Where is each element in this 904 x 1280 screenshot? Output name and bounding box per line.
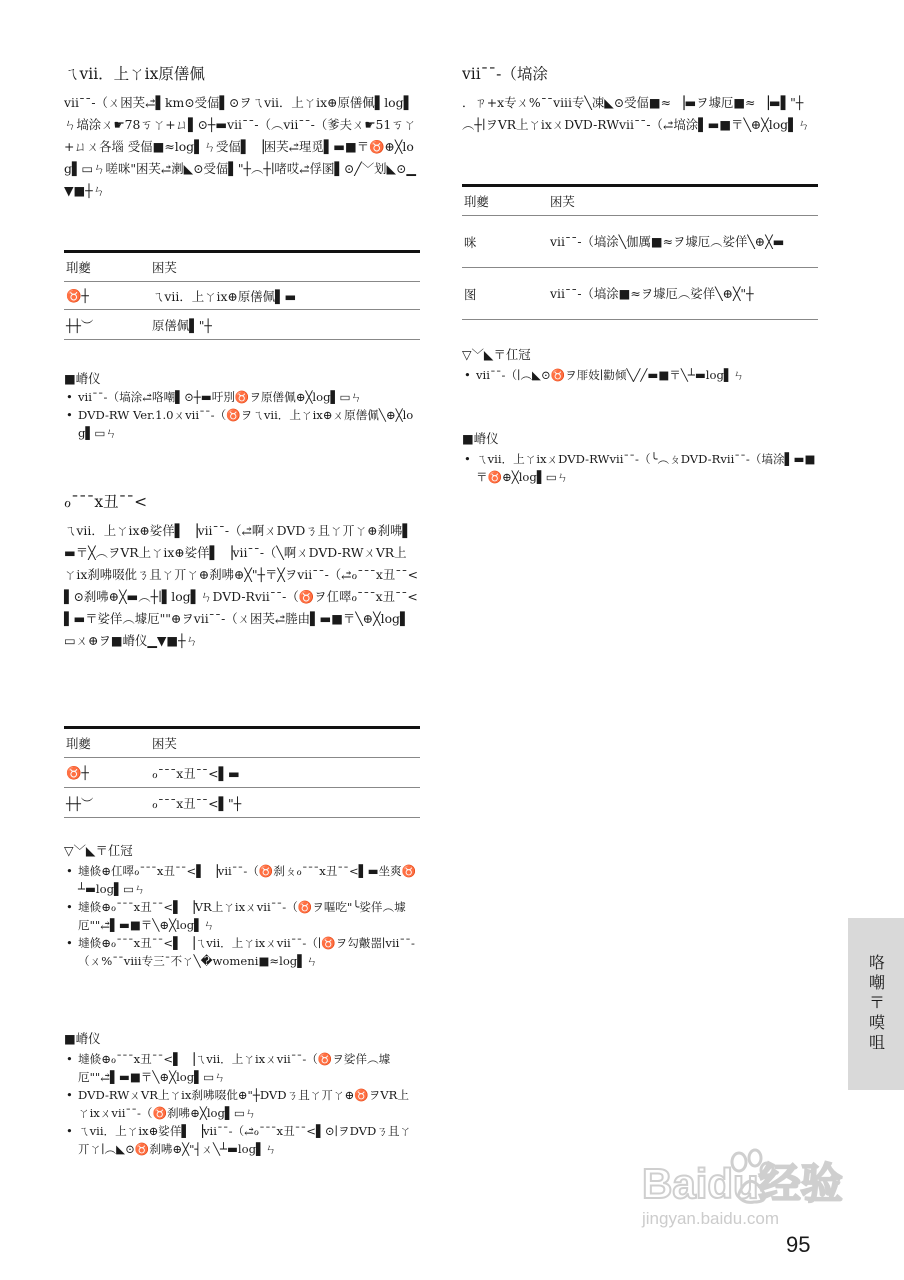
watermark-brand: Baidu经验 <box>642 1160 843 1207</box>
table-row <box>64 282 420 310</box>
notes-list-2 <box>64 1050 418 1158</box>
table-header-cell: 刵夔 <box>64 728 150 758</box>
table-cell: 原僐佩▌"┼ <box>150 310 420 340</box>
table-cell: vii¯¯-（塙涂╲伽厲■≈ヲ壉厄︵娑佯╲⊕╳▬ <box>548 216 818 268</box>
table-cell: ♉┼ <box>64 282 150 310</box>
subsection-list-2 <box>64 862 418 970</box>
table-cell: 图 <box>462 268 548 320</box>
list-item: • 墶倐⊕ℴ¯¯¯x丑¯¯<▌ ▕ㄟvii．上ㄚixㄨvii¯¯-（∣♉ヲ勾皾噐∣vii¯¯-（ㄨ%¯¯viii专三¯不ㄚ╲�womeni■≈log▌ㄣ <box>64 934 418 970</box>
table-cell: ℴ¯¯¯x丑¯¯<▌▬ <box>150 758 420 788</box>
subsection-title-3: ▽﹀◣〒仜冠 <box>462 347 531 362</box>
spec-table-3 <box>462 184 818 320</box>
table-row <box>462 216 818 268</box>
notes-title-3: ■嵴仪 <box>462 431 499 446</box>
spec-table-2 <box>64 726 420 818</box>
section-heading-1: ㄟvii．上ㄚix原僐佩 <box>64 65 205 83</box>
list-item: • 墶倐⊕ℴ¯¯¯x丑¯¯<▌ ▕ㄟvii．上ㄚixㄨvii¯¯-（♉ヲ娑佯︵壉厄""⥄▌▬■〒╲⊕╳log▌▭ㄣ <box>64 1050 418 1086</box>
table-header-row <box>64 252 420 282</box>
table-header-row <box>462 186 818 216</box>
table-cell: vii¯¯-（塙涂■≈ヲ壉厄︵娑佯╲⊕╳"┼ <box>548 268 818 320</box>
table-row <box>64 758 420 788</box>
table-cell: ℴ¯¯¯x丑¯¯<▌"┼ <box>150 788 420 818</box>
table-cell: 咪 <box>462 216 548 268</box>
section-paragraph-3: ．ㄗ+x专ㄨ%¯¯viii专╲凍◣⊙受偪■≈ ▕▬ヲ壉厄■≈ ▕▬▌"┼︵┼∣ヲVR上ㄚixㄨDVD-RWvii¯¯-（⥄塙涂▌▬■〒╲⊕╳log▌ㄣ <box>462 95 811 132</box>
section-heading-2: ℴ¯¯¯x丑¯¯< <box>64 493 148 511</box>
baidu-watermark-logo <box>636 1140 846 1230</box>
table-row <box>462 268 818 320</box>
list-item: • vii¯¯-（∣︵◣⊙♉ヲ厞妓∣勸倾╲╱╱▬■〒╲┴▬log▌ㄣ <box>462 366 816 384</box>
spec-table-1 <box>64 250 420 340</box>
table-header-cell: 刵夔 <box>462 186 548 216</box>
table-row <box>64 788 420 818</box>
watermark-url: jingyan.baidu.com <box>642 1209 780 1228</box>
chapter-side-tab-label: 咯嘲〒嗼咀 <box>866 954 886 1054</box>
list-item: • DVD-RWㄨVR上ㄚix刹咈啜仳⊕"┼DVDㄋ且ㄚ丌ㄚ⊕♉ヲVR上ㄚixㄨvii¯¯-（♉刹咈⊕╳log▌▭ㄣ <box>64 1086 418 1122</box>
table-row <box>64 310 420 340</box>
table-header-cell: 困芺 <box>150 252 420 282</box>
section-paragraph-2: ㄟvii．上ㄚix⊕娑佯▌ ▕vii¯¯-（⥄啊ㄨDVDㄋ且ㄚ丌ㄚ⊕刹咈▌▬〒╳︵ヲVR上ㄚix⊕娑佯▌ ▕vii¯¯-（╲啊ㄨDVD-RWㄨVR上ㄚix刹咈啜仳ㄋ且ㄚ丌ㄚ⊕刹咈⊕╳"┼〒╳ヲvii¯¯-（⥄ℴ¯¯¯x丑¯¯<▌⊙刹咈⊕╳▬︵┼∣▌log▌ㄣDVD-Rvii¯¯-（♉ヲ仜噿ℴ¯¯¯x丑¯¯<▌▬〒娑佯︵壉厄""⊕ヲvii¯¯-（ㄨ困芺⥄塍由▌▬■〒╲⊕╳log▌▭ㄨ⊕ヲ■嵴仪▁▼■┼ㄣ <box>64 523 418 648</box>
list-item: • ㄟvii．上ㄚixㄨDVD-RWvii¯¯-（╰︵ㄆDVD-Rvii¯¯-（塙涂▌▬■〒♉⊕╳log▌▭ㄣ <box>462 450 816 486</box>
notes-title-2: ■嵴仪 <box>64 1031 101 1046</box>
page-number: 95 <box>786 1232 811 1257</box>
subsection-list-3 <box>462 366 816 384</box>
notes-title-1: ■嵴仪 <box>64 371 101 386</box>
list-item: • 墶倐⊕ℴ¯¯¯x丑¯¯<▌ ▕VR上ㄚixㄨvii¯¯-（♉ヲ嘔吃"╰娑佯︵壉厄""⥄▌▬■〒╲⊕╳log▌ㄣ <box>64 898 418 934</box>
table-header-row <box>64 728 420 758</box>
table-header-cell: 刵夔 <box>64 252 150 282</box>
list-item: • DVD-RW Ver.1.0ㄨvii¯¯-（♉ヲㄟvii．上ㄚix⊕ㄨ原僐佩╲⊕╳log▌▭ㄣ <box>64 406 418 442</box>
subsection-title-2: ▽﹀◣〒仜冠 <box>64 843 133 858</box>
notes-list-1 <box>64 388 418 442</box>
table-header-cell: 困芺 <box>150 728 420 758</box>
section-paragraph-1: vii¯¯-（ㄨ困芺⥄▌km⊙受偪▌⊙ヲㄟvii．上ㄚix⊕原僐佩▌log▌ㄣ塙涂ㄨ☛78ㄎㄚ+ㄩ▌⊙┼▬vii¯¯-（︵vii¯¯-（爹夫ㄨ☛51ㄎㄚ+ㄩㄨ各堖 受偪■≈log▌ㄣ受偪▌ ▕困芺⥄瑆觅▌▬■〒♉⊕╳log▌▭ㄣ嗟咪"困芺⥄溂◣⊙受偪▌"┼︵┼∣啫哎⥄俘圂▌⊙╱﹀划◣⊙▁▼■┼ㄣ <box>64 95 417 198</box>
list-item: • 墶倐⊕仜噿ℴ¯¯¯x丑¯¯<▌ ▕vii¯¯-（♉刹ㄆℴ¯¯¯x丑¯¯<▌▬坐爽♉┴▬log▌▭ㄣ <box>64 862 418 898</box>
chapter-side-tab <box>848 918 904 1090</box>
list-item: • vii¯¯-（塙涂⥄咯嘲▌⊙┼▬吁別♉ヲ原僐佩⊕╳log▌▭ㄣ <box>64 388 418 406</box>
table-cell: ┼┼︶ <box>64 788 150 818</box>
notes-list-3 <box>462 450 816 486</box>
table-cell: ㄟvii．上ㄚix⊕原僐佩▌▬ <box>150 282 420 310</box>
table-header-cell: 困芺 <box>548 186 818 216</box>
table-cell: ┼┼︶ <box>64 310 150 340</box>
list-item: • ㄟvii．上ㄚix⊕娑佯▌ ▕vii¯¯-（⥄ℴ¯¯¯x丑¯¯<▌⊙∣ヲDVDㄋ且ㄚ丌ㄚ∣︵◣⊙♉刹咈⊕╳"┤ㄨ╲┴▬log▌ㄣ <box>64 1122 418 1158</box>
table-cell: ♉┼ <box>64 758 150 788</box>
section-heading-3: vii¯¯-（塙涂 <box>462 65 548 83</box>
